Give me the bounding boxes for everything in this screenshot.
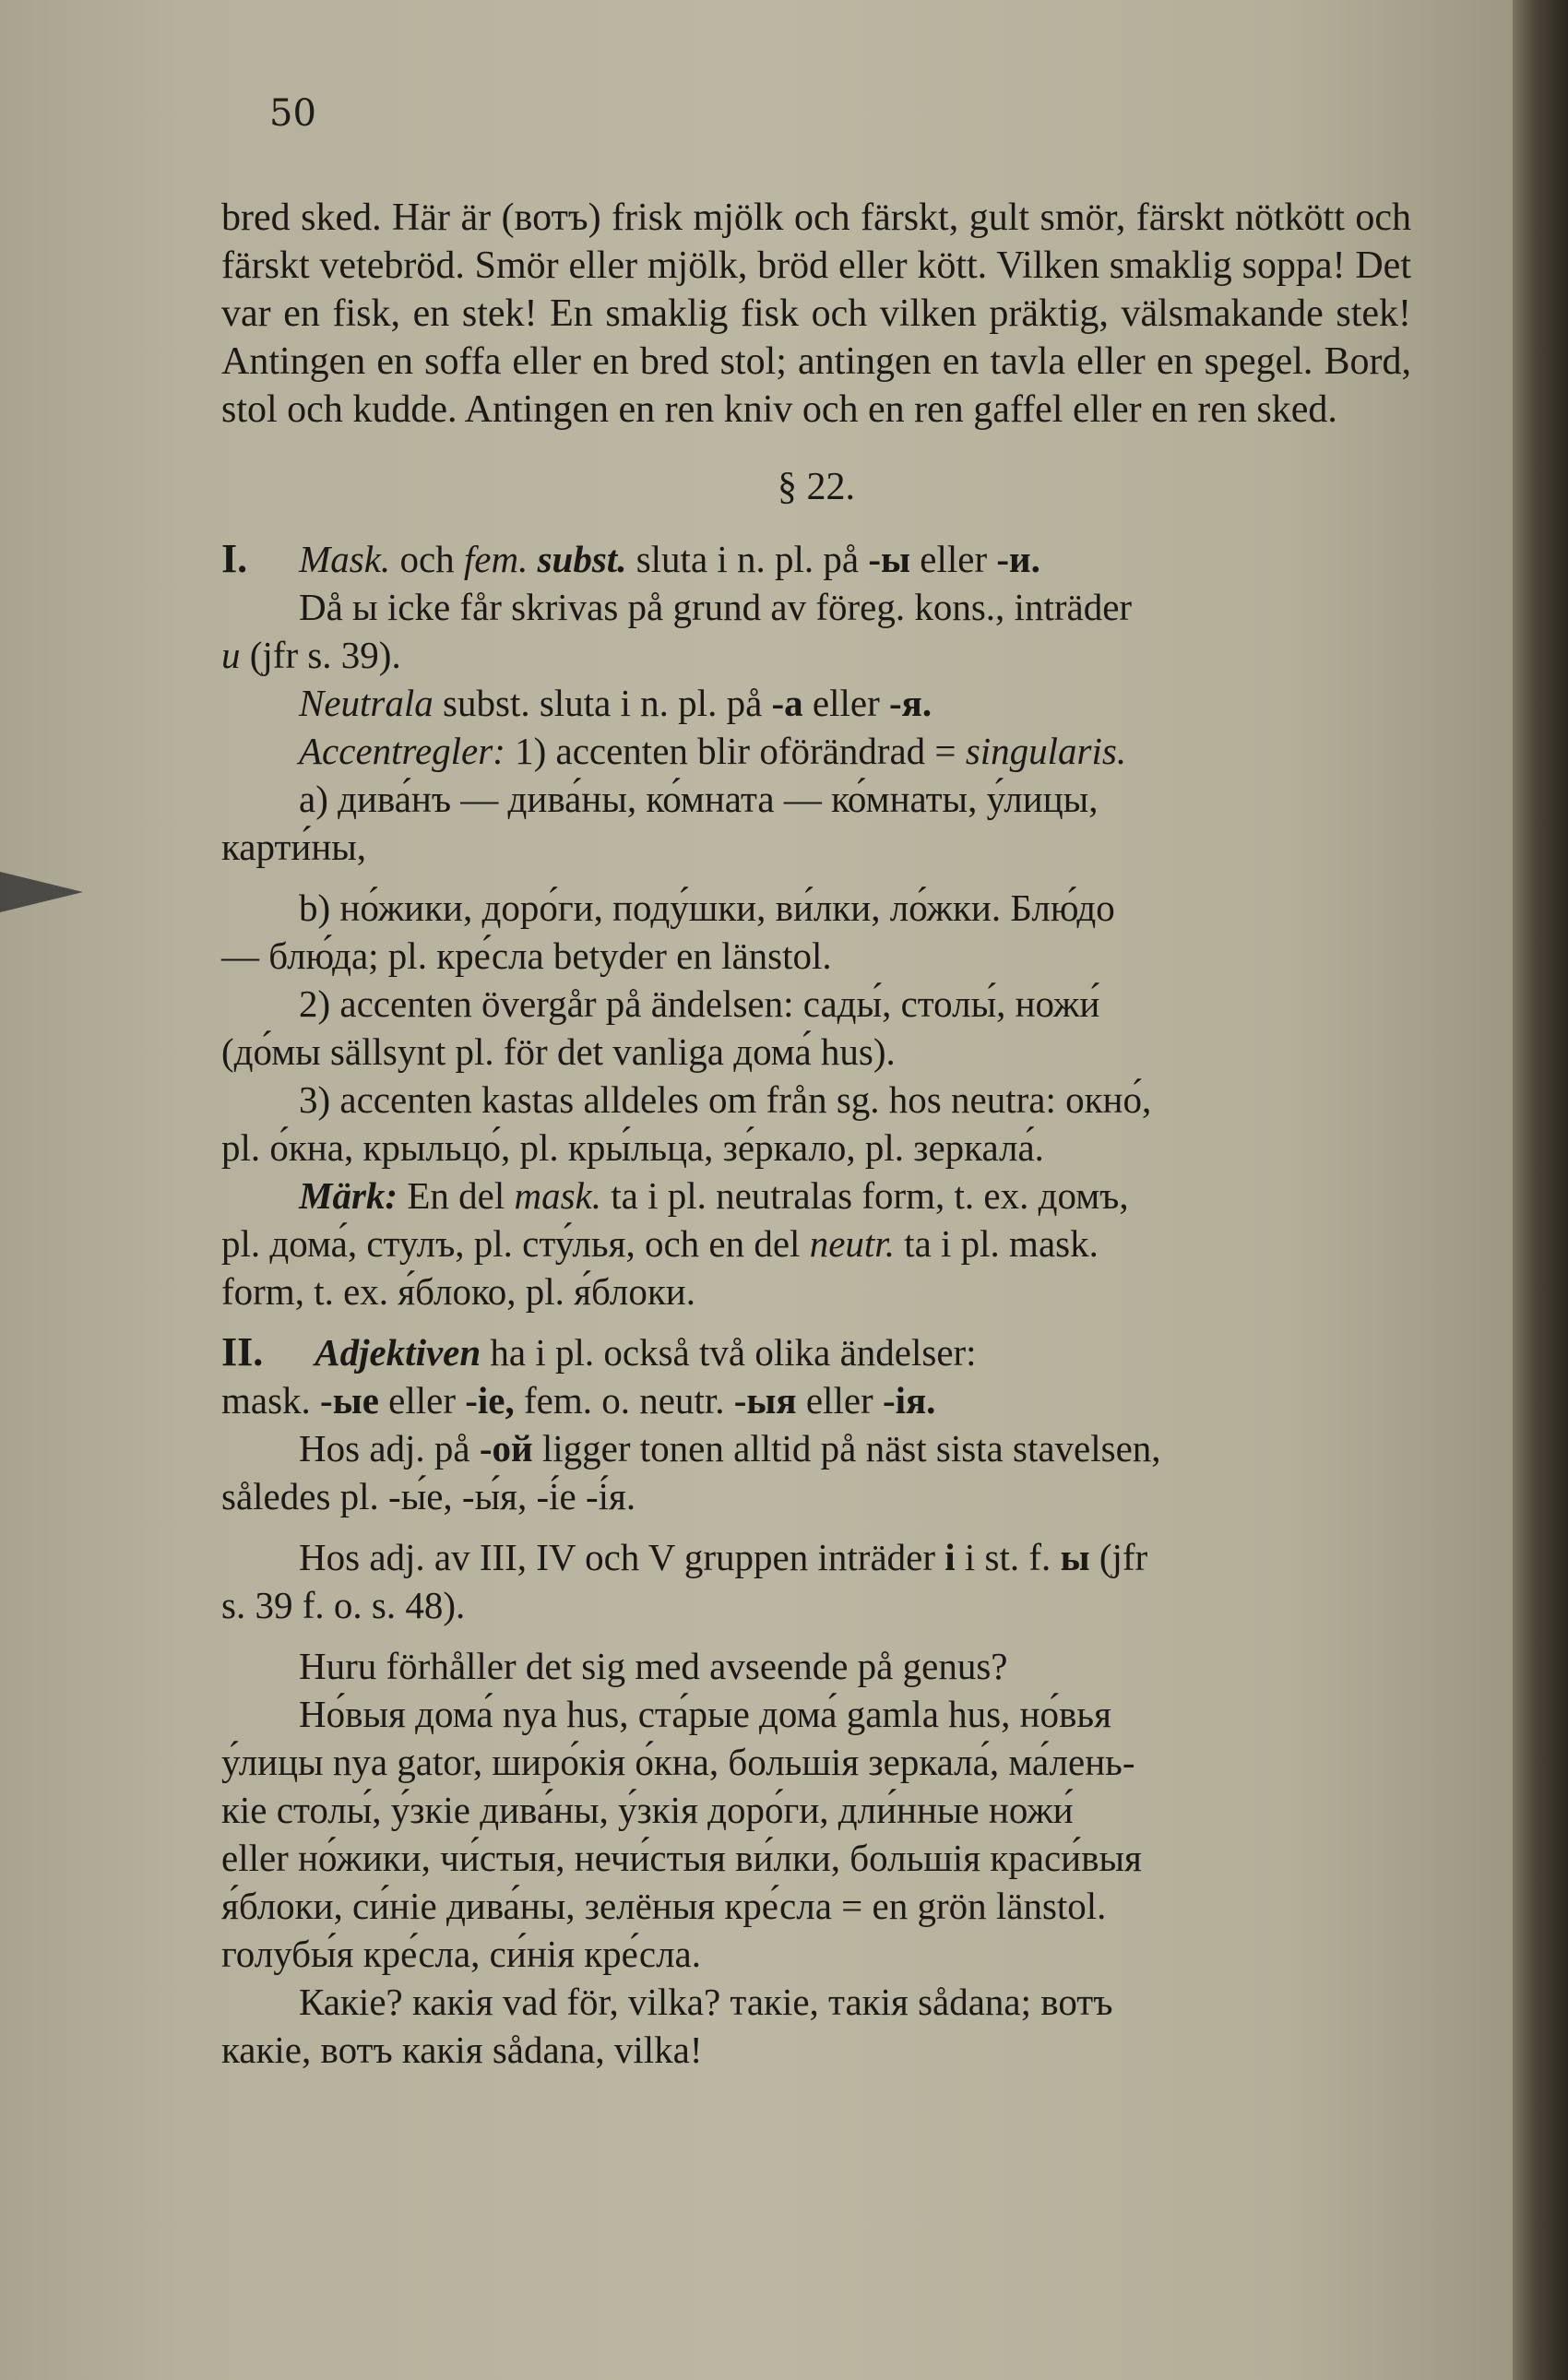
section-heading: § 22. — [778, 466, 855, 508]
adj-oi-rule-cont: således pl. -ы́е, -ы́я, -і́е -і́я. — [221, 1475, 636, 1517]
page-text — [221, 194, 1411, 2074]
accent-rule-2: 2) accenten övergår på ändelsen: сады́, столы́, ножи́ — [299, 982, 1100, 1025]
accent-example-a: а) дива́нъ — дива́ны, ко́мната — ко́мнаты, у́лицы, — [299, 778, 1099, 820]
accent-example-b: b) но́жики, доро́ги, поду́шки, ви́лки, ло́жки. Блю́до — [299, 887, 1115, 929]
page-marker-arrow-icon — [0, 872, 83, 912]
section-body — [221, 535, 1411, 2074]
accent-rule-2-cont: (до́мы sällsynt pl. för det vanliga дома́ hus). — [221, 1030, 896, 1073]
example-line-5: я́блоки, си́ніе дива́ны, зелёныя кре́сла = en grön länstol. — [221, 1885, 1107, 1927]
kakie-line-2: какіе, вотъ какія sådana, vilka! — [221, 2029, 703, 2071]
rule-2-line: II. Adjektiven ha i pl. också två olika ändelser: — [221, 1329, 977, 1374]
adj-oi-rule: Hos adj. på -ой ligger tonen alltid på näst sista stavelsen, — [299, 1427, 1161, 1470]
exercise-paragraph: bred sked. Här är (вотъ) frisk mjölk och färskt, gult smör, färskt nötkött och färskt vetebröd. Smör eller mjölk, bröd eller kött. Vilken smaklig soppa! Det var en fisk, en stek! En smaklig fisk och vilken präktig, välsmakande stek! Antingen en soffa eller en bred stol; antingen en tavla eller en spegel. Bord, stol och kudde. Antingen en ren kniv och en ren gaffel eller en ren sked. — [221, 196, 1411, 431]
rule-2-endings: mask. -ые eller -іе, fem. o. neutr. -ыя eller -ія. — [221, 1379, 936, 1422]
accent-rule-3-cont: pl. о́кна, крыльцо́, pl. кры́льца, зе́ркало, pl. зеркала́. — [221, 1126, 1044, 1169]
mark-note: Märk: En del mask. ta i pl. neutralas form, t. ex. домъ, — [299, 1174, 1129, 1217]
accent-rule-3: 3) accenten kastas alldeles om från sg. hos neutra: окно́, — [299, 1078, 1152, 1121]
rule-1-note-cont: и (jfr s. 39). — [221, 634, 401, 676]
page-number: 50 — [269, 92, 316, 135]
mark-note-end: form, t. ex. я́блоко, pl. я́блоки. — [221, 1270, 695, 1313]
example-line-2: у́лицы nya gator, широ́кія о́кна, большія зеркала́, ма́лень- — [221, 1741, 1135, 1783]
accentregler-line: Accentregler: 1) accenten blir oförändrad = singularis. — [299, 730, 1127, 772]
accent-example-a-cont: карти́ны, — [221, 826, 367, 868]
kakie-line-1: Какіе? какія vad för, vilka? такіе, такія sådana; вотъ — [299, 1981, 1113, 2023]
neutrala-line: Neutrala subst. sluta i n. pl. på -а eller -я. — [299, 682, 932, 724]
rule-1-note: Då ы icke får skrivas på grund av föreg. kons., inträder — [299, 586, 1133, 628]
genus-question: Huru förhåller det sig med avseende på genus? — [299, 1645, 1008, 1687]
rule-1-line: I. Mask. och fem. subst. sluta i n. pl. på -ы eller -и. — [221, 536, 1040, 581]
example-line-6: голубы́я кре́сла, си́нія кре́сла. — [221, 1933, 702, 1975]
adj-group-rule: Hos adj. av III, IV och V gruppen inträder і i st. f. ы (jfr — [299, 1536, 1148, 1578]
accent-example-b-cont: — блю́да; pl. кре́сла betyder en länstol. — [221, 934, 832, 977]
example-line-3: кіе столы́, у́зкіе дива́ны, у́зкія доро́ги, дли́нные ножи́ — [221, 1789, 1074, 1831]
mark-note-cont: pl. дома́, стулъ, pl. сту́лья, och en del neutr. ta i pl. mask. — [221, 1222, 1099, 1265]
example-line-1: Но́выя дома́ nya hus, ста́рые дома́ gamla hus, но́вья — [299, 1693, 1111, 1735]
example-line-4: eller но́жики, чи́стыя, нечи́стыя ви́лки, большія краси́выя — [221, 1837, 1142, 1879]
book-binding-edge — [1513, 0, 1568, 2380]
adj-group-rule-cont: s. 39 f. o. s. 48). — [221, 1584, 466, 1626]
